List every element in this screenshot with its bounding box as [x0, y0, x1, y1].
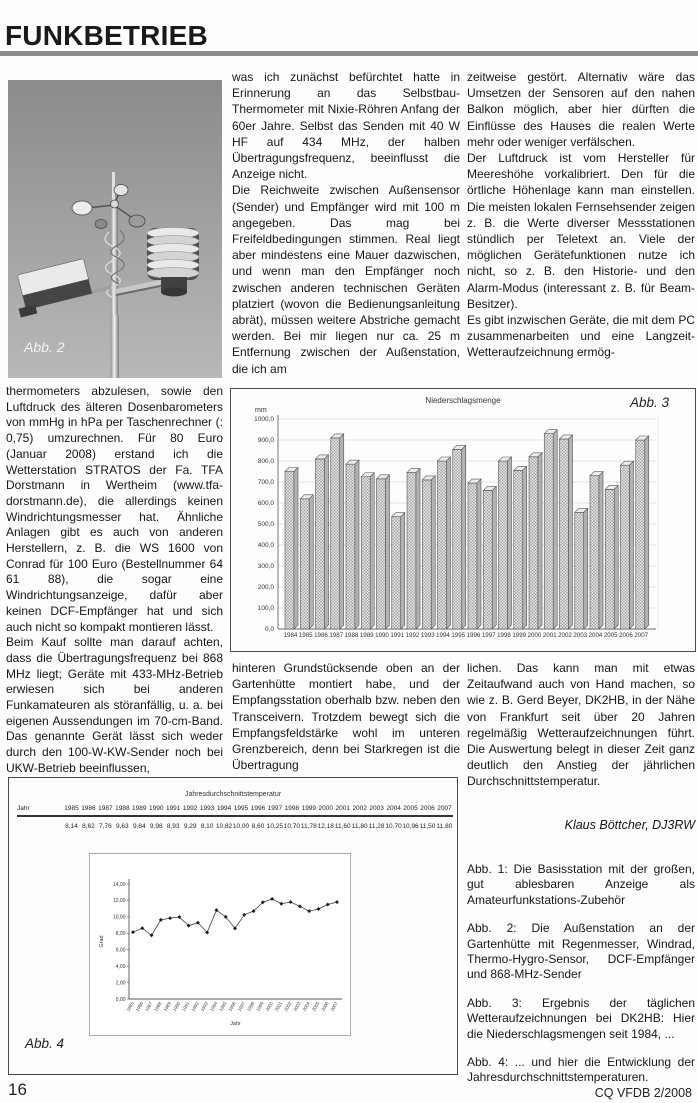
weather-station-photo	[8, 80, 222, 378]
svg-text:2006: 2006	[619, 632, 633, 639]
year-cell: 1995	[233, 805, 249, 812]
svg-text:1995: 1995	[451, 632, 466, 639]
year-cell: 1996	[250, 805, 266, 812]
paragraph: was ich zunächst befürchtet hatte in Erinnerung an das Selbstbau-Thermometer mit Nixie-Röhren Anfang der 60er Jahre. Selbst das Senden mit 40 W HF auf 434 MHz, der halben Übertragungsfrequenz, beeinflusst die Anzeige nicht.	[232, 70, 460, 182]
svg-text:900,0: 900,0	[257, 437, 274, 445]
header-rule	[0, 51, 698, 56]
svg-text:1000,0: 1000,0	[254, 416, 274, 424]
svg-text:1989: 1989	[162, 1001, 172, 1013]
svg-text:1987: 1987	[144, 1001, 154, 1013]
svg-text:300,0: 300,0	[257, 563, 274, 571]
section-header: FUNKBETRIEB	[5, 20, 208, 51]
svg-text:1997: 1997	[481, 632, 496, 639]
svg-text:1994: 1994	[208, 1001, 219, 1013]
paragraph: lichen. Das kann man mit etwas Zeitaufwand auch von Hand machen, so wie z. B. Gerd Beyer, DK2HB, in der Nähe von Frankfurt seit über 20 Jahren regelmäßig Wetteraufzeichnungen führt. Die Auswertung belegt in dieser Zeit ganz deutlich den Anstieg der jährlichen Durchschnittstemperatur.	[467, 661, 695, 789]
svg-text:1988: 1988	[153, 1001, 163, 1013]
svg-text:2003: 2003	[573, 632, 588, 639]
svg-text:1984: 1984	[283, 632, 298, 639]
svg-text:500,0: 500,0	[257, 521, 274, 529]
svg-text:8,00: 8,00	[115, 931, 126, 938]
table-value-row	[17, 823, 453, 830]
value-cell: 10,82	[215, 823, 233, 830]
svg-text:1996: 1996	[466, 632, 481, 639]
figure-captions	[467, 862, 695, 1099]
paragraph: zeitweise gestört. Alternativ wäre das Umsetzen der Sensoren auf den nahen Balkon möglich, aber hier dürften die Einflüsse des Hauses die realen Werte mehr oder weniger verfälschen.	[467, 70, 695, 149]
year-cell: 1990	[149, 805, 164, 812]
value-cell: 8,62	[82, 823, 95, 830]
year-cell: 2005	[403, 805, 418, 812]
photo-figure-label: Abb. 2	[24, 339, 65, 355]
svg-text:2001: 2001	[273, 1001, 284, 1013]
value-cell: 10,25	[266, 823, 284, 830]
svg-text:2000: 2000	[264, 1001, 274, 1013]
svg-text:2003: 2003	[292, 1001, 302, 1013]
svg-text:1997: 1997	[236, 1001, 247, 1013]
year-cell: 1989	[132, 805, 147, 812]
svg-text:1991: 1991	[390, 632, 405, 639]
svg-text:800,0: 800,0	[257, 458, 274, 466]
year-cell: 1997	[267, 805, 283, 812]
year-cell: 1994	[216, 805, 232, 812]
journal-footer: CQ VFDB 2/2008	[594, 1086, 692, 1100]
value-cell: 11,50	[419, 823, 436, 830]
value-cell: 7,76	[99, 823, 112, 830]
svg-text:1990: 1990	[375, 632, 389, 639]
svg-text:1986: 1986	[314, 632, 328, 639]
value-cell: 10,70	[385, 823, 402, 830]
svg-text:600,0: 600,0	[257, 500, 274, 508]
middle-column-text-bottom	[232, 660, 460, 773]
svg-text:1993: 1993	[199, 1001, 210, 1013]
svg-text:1991: 1991	[181, 1001, 191, 1013]
svg-text:Grad: Grad	[99, 935, 105, 948]
value-cell: 11,78	[300, 823, 317, 830]
svg-text:2005: 2005	[603, 632, 618, 639]
temp-chart-svg	[90, 854, 352, 1037]
value-cell: 11,60	[334, 823, 351, 830]
figure-temperature-chart	[8, 777, 458, 1075]
value-cell: 9,63	[116, 823, 129, 830]
value-cell: 8,60	[251, 823, 265, 830]
year-cell: 1993	[199, 805, 215, 812]
svg-text:1989: 1989	[359, 632, 374, 639]
paragraph: Abb. 1: Die Basisstation mit der großen, gut ablesbaren Anzeige als Amateurfunkstations-Zubehör	[467, 862, 695, 907]
year-cell: 1992	[182, 805, 198, 812]
year-cell: 1988	[115, 805, 130, 812]
svg-text:1992: 1992	[190, 1001, 200, 1013]
photo-illustration	[8, 80, 222, 378]
year-cell: 2004	[386, 805, 401, 812]
svg-text:700,0: 700,0	[257, 479, 274, 487]
line-chart-box	[89, 853, 351, 1036]
svg-text:0,00: 0,00	[115, 996, 126, 1003]
paragraph: hinteren Grundstücksende oben an der Gartenhütte montiert habe, und der Empfangsstation oberhalb bzw. neben den Transceivern. Trotzdem bewegt sich die Empfangsfeldstärke wohl im unteren Grenzbereich, denn bei Starkregen ist die Übertragung	[232, 661, 460, 773]
table-year-row	[17, 805, 453, 817]
paragraph: Abb. 4: ... und hier die Entwicklung der Jahresdurchschnittstemperaturen.	[467, 1055, 695, 1085]
value-cell: 9,29	[183, 823, 197, 830]
right-column-text-bottom	[467, 660, 695, 790]
table-title: Jahresdurchschnittstemperatur	[184, 791, 282, 798]
year-cell: 2002	[352, 805, 367, 812]
year-cell: 1999	[301, 805, 317, 812]
value-cell: 10,70	[283, 823, 300, 830]
table-row-label: Jahr	[17, 805, 30, 812]
svg-text:1998: 1998	[497, 632, 511, 639]
year-cell: 1985	[64, 805, 79, 812]
svg-text:1985: 1985	[125, 1001, 135, 1013]
value-cell: 11,80	[436, 823, 453, 830]
value-cell: 11,28	[368, 823, 385, 830]
svg-text:1990: 1990	[171, 1001, 182, 1013]
figure-label: Abb. 4	[25, 1036, 65, 1051]
svg-text:2,00: 2,00	[115, 980, 126, 987]
svg-text:12,00: 12,00	[112, 898, 126, 905]
page-number: 16	[8, 1080, 27, 1099]
paragraph: Beim Kauf sollte man darauf achten, dass die Übertragungsfrequenz bei 868 MHz liegt; Geräte mit 433-MHz-Betrieb erwiesen sich bei anderen Funkamateuren als störanfällig, u. a. bei eigenen Aussendungen im 70-cm-Band. Das genannte Gerät lässt sich weder durch den 100-W-KW-Sender noch bei UKW-Betrieb beeinflussen,	[6, 635, 223, 775]
year-cell: 1998	[284, 805, 300, 812]
value-cell: 8,93	[166, 823, 180, 830]
middle-column-text-top	[232, 69, 460, 377]
year-cell: 2003	[369, 805, 384, 812]
svg-text:2004: 2004	[588, 632, 603, 639]
svg-text:2004: 2004	[301, 1001, 312, 1013]
svg-text:10,00: 10,00	[112, 914, 126, 921]
svg-text:2002: 2002	[558, 632, 572, 639]
svg-text:2007: 2007	[329, 1001, 339, 1013]
svg-text:0,0: 0,0	[264, 626, 274, 634]
value-cell: 11,80	[351, 823, 368, 830]
year-cell: 1991	[165, 805, 181, 812]
figure-precipitation-chart	[230, 388, 696, 652]
paragraph: Es gibt inzwischen Geräte, die mit dem PC zusammenarbeiten und eine Langzeit-Wetteraufzeichnung ermög-	[467, 313, 695, 360]
year-cell: 2001	[335, 805, 350, 812]
svg-text:1986: 1986	[134, 1001, 145, 1013]
value-cell: 9,98	[149, 823, 163, 830]
svg-text:400,0: 400,0	[257, 542, 274, 550]
svg-text:2006: 2006	[320, 1001, 330, 1013]
svg-text:6,00: 6,00	[115, 947, 126, 954]
figure-label: Abb. 3	[629, 395, 669, 410]
paragraph: Abb. 3: Ergebnis der täglichen Wetteraufzeichnungen bei DK2HB: Hier die Niederschlagsmengen seit 1984, ...	[467, 995, 695, 1041]
paragraph: thermometers abzulesen, sowie den Luftdruck des älteren Dosenbarometers von mmHg in hPa per Taschenrechner (: 0,75) umzurechnen. Für 80 Euro (Januar 2008) erstand ich die Wetterstation STRATOS der Fa. TFA Dorstmann in Wertheim (www.tfa-dorstmann.de), die allerdings keinen Windrichtungsmesser hat. Ähnliche Anlagen gibt es auch von anderen Herstellern, z. B. die WS 1600 von Conrad für 100 Euro (Bestellnummer 64 61 88), die sogar eine Windrichtungsanzeige, dafür aber keinen DCF-Empfänger hat und sich auch nicht so kompakt montieren lässt.	[6, 384, 223, 634]
paragraph: Die Reichweite zwischen Außensensor (Sender) und Empfänger wird mit 100 m angegeben. Das mag bei Freifeldbedingungen stimmen. Real liegt aber mindestens eine Mauer dazwischen, und wenn man den Empfänger noch zwischen anderen technischen Geräten platziert (wovon die Bedienungsanleitung abrät), müssen weitere Abstriche gemacht werden. Bei mir liegen nur ca. 25 m Entfernung zwischen der Außenstation, die ich am	[232, 183, 460, 376]
year-cell: 2007	[437, 805, 452, 812]
svg-text:1988: 1988	[344, 632, 359, 639]
svg-text:1994: 1994	[436, 632, 450, 639]
year-cell: 1986	[81, 805, 96, 812]
rain-chart-svg	[231, 389, 697, 653]
author-byline: Klaus Böttcher, DJ3RW	[564, 818, 695, 832]
right-column-text-top	[467, 69, 695, 361]
paragraph: Abb. 2: Die Außenstation an der Gartenhütte mit Regenmesser, Windrad, Thermo-Hygro-Sensor, DCF-Empfänger und 868-MHz-Sender	[467, 921, 695, 982]
svg-text:2000: 2000	[527, 632, 542, 639]
svg-text:1987: 1987	[329, 632, 344, 639]
svg-text:1996: 1996	[227, 1001, 237, 1013]
value-cell: 10,00	[232, 823, 250, 830]
value-cell: 10,96	[402, 823, 419, 830]
svg-text:1995: 1995	[218, 1001, 228, 1013]
year-cell: 2000	[318, 805, 333, 812]
svg-text:200,0: 200,0	[257, 584, 274, 592]
svg-text:1992: 1992	[405, 632, 420, 639]
svg-text:2002: 2002	[283, 1001, 293, 1013]
svg-text:Jahr: Jahr	[230, 1021, 241, 1027]
paragraph: Der Luftdruck ist vom Hersteller für Meereshöhe vorkalibriert. Den für die örtliche Höhenlage kann man einstellen. Die meisten lokalen Fernsehsender zeigen z. B. die Werte diverser Messstationen stündlich per Teletext an. Viele der möglichen Gerätefunktionen nutze ich nicht, so z. B. den Historie- und den Alarm-Modus (interessant z. B. für Beam-Besitzer).	[467, 151, 695, 311]
svg-text:1999: 1999	[255, 1001, 265, 1013]
svg-text:1999: 1999	[512, 632, 527, 639]
temperature-table	[17, 805, 453, 830]
left-column-text	[6, 384, 223, 777]
y-axis-unit-label: mm	[255, 407, 267, 414]
value-cell: 8,10	[200, 823, 214, 830]
svg-text:2001: 2001	[542, 632, 557, 639]
svg-text:1993: 1993	[420, 632, 435, 639]
svg-text:4,00: 4,00	[115, 963, 126, 970]
svg-text:2005: 2005	[310, 1001, 321, 1013]
svg-text:100,0: 100,0	[257, 605, 274, 613]
value-cell: 9,84	[132, 823, 146, 830]
value-cell: 12,18	[317, 823, 334, 830]
svg-text:2007: 2007	[634, 632, 649, 639]
value-cell: 8,14	[65, 823, 78, 830]
year-cell: 1987	[98, 805, 113, 812]
year-cell: 2006	[420, 805, 435, 812]
svg-text:14,00: 14,00	[112, 881, 126, 888]
chart-title: Niederschlagsmenge	[425, 396, 501, 405]
svg-text:1985: 1985	[298, 632, 313, 639]
svg-text:1998: 1998	[246, 1001, 256, 1013]
